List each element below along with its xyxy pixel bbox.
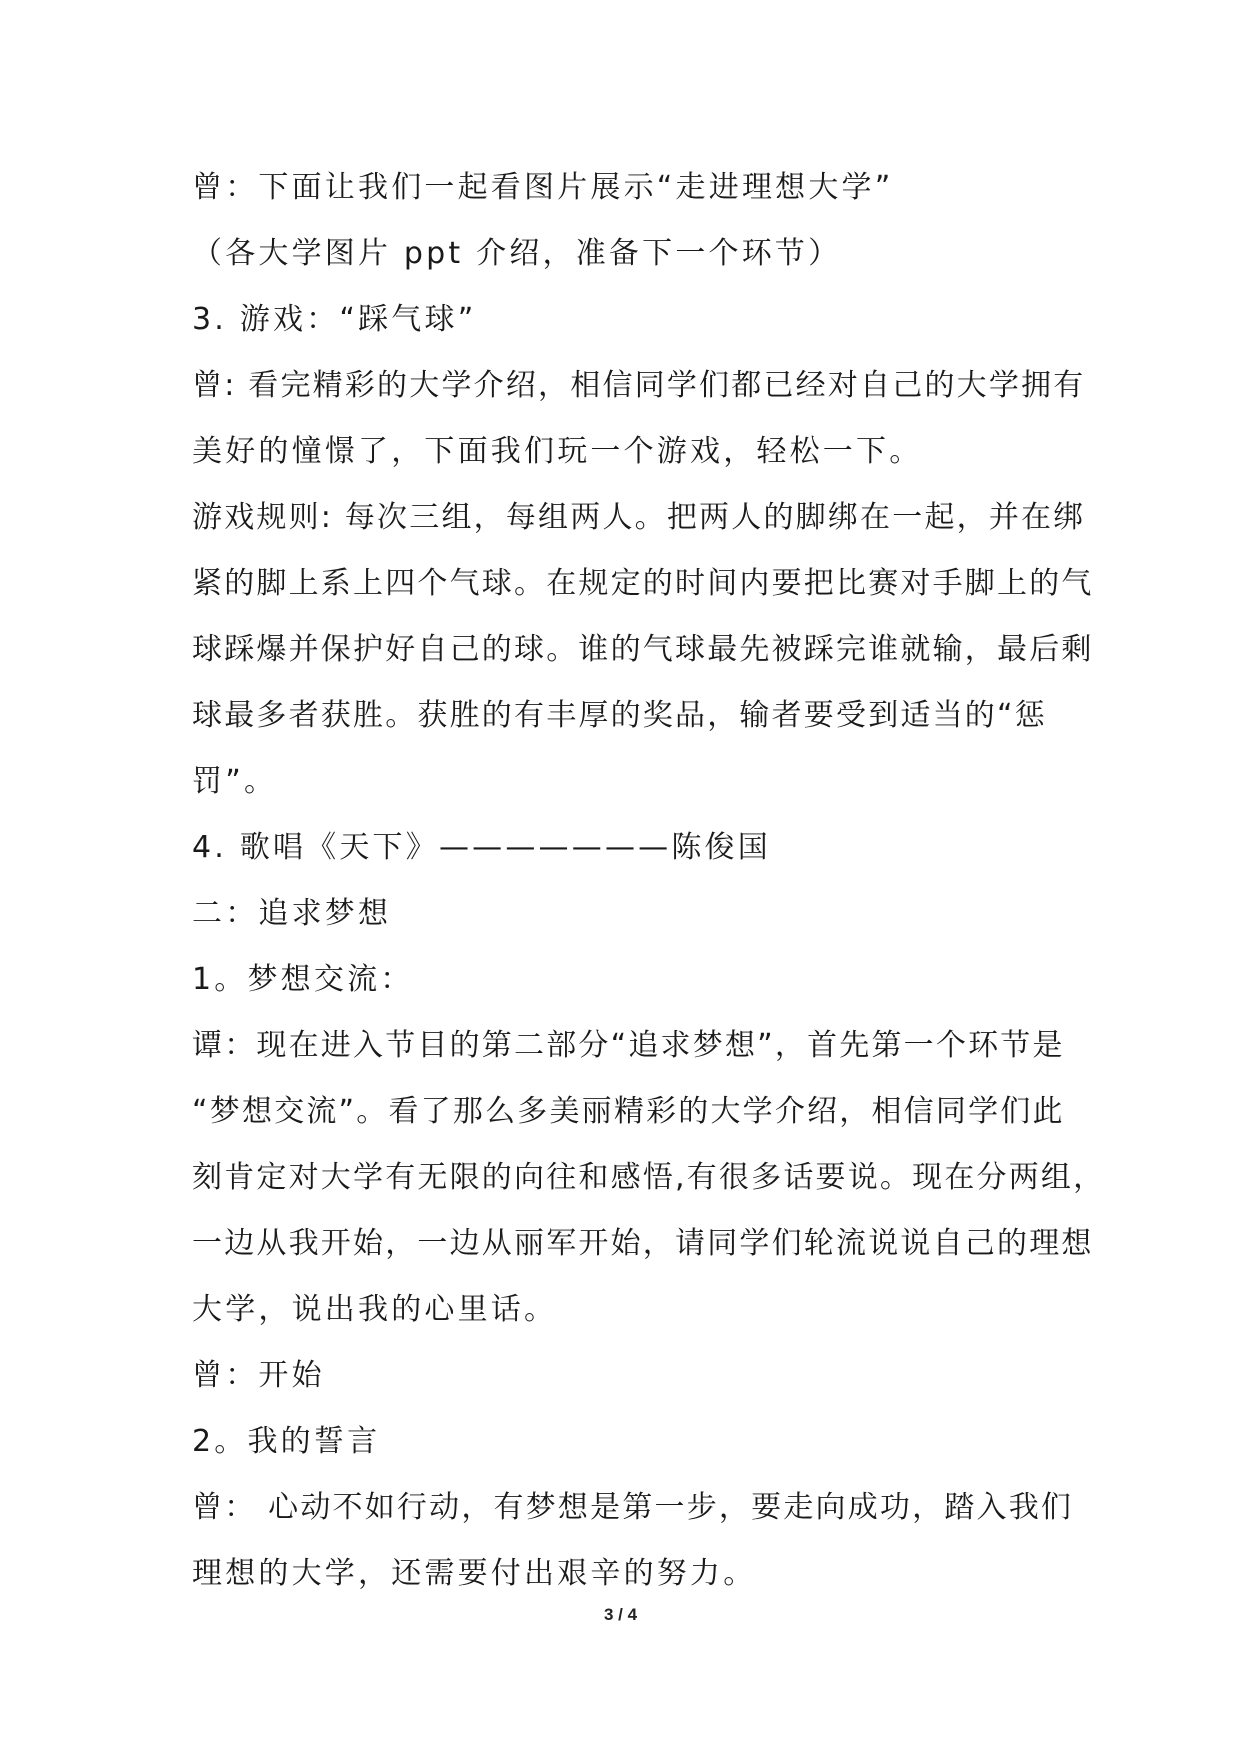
text-line: “梦想交流”。看了那么多美丽精彩的大学介绍，相信同学们此	[192, 1094, 1065, 1129]
text-line: 4. 歌唱《天下》———————陈俊国	[192, 830, 771, 865]
section-heading: 二：追求梦想	[192, 896, 392, 931]
text-line: 美好的憧憬了，下面我们玩一个游戏，轻松一下。	[192, 434, 923, 469]
text-line: 罚”。	[192, 764, 278, 799]
text-line: 理想的大学，还需要付出艰辛的努力。	[192, 1556, 757, 1591]
text-line: （各大学图片 ppt 介绍，准备下一个环节）	[192, 236, 842, 271]
text-line: 3. 游戏：“踩气球”	[192, 302, 477, 337]
text-line: 大学，说出我的心里话。	[192, 1292, 558, 1327]
text-line: 球踩爆并保护好自己的球。谁的气球最先被踩完谁就输，最后剩	[192, 632, 1094, 667]
text-line: 2。我的誓言	[192, 1424, 381, 1459]
page-number: 3 / 4	[603, 1605, 638, 1624]
text-line: 一边从我开始，一边从丽军开始，请同学们轮流说说自己的理想	[192, 1226, 1094, 1261]
text-line: 谭：现在进入节目的第二部分“追求梦想”，首先第一个环节是	[192, 1028, 1065, 1063]
text-line: 游戏规则: 每次三组，每组两人。把两人的脚绑在一起，并在绑	[192, 500, 1086, 535]
text-line: 紧的脚上系上四个气球。在规定的时间内要把比赛对手脚上的气	[192, 566, 1094, 601]
text-line: 1。梦想交流：	[192, 962, 414, 997]
text-line: 曾：开始	[192, 1358, 325, 1393]
text-line: 曾：下面让我们一起看图片展示“走进理想大学”	[192, 170, 894, 205]
text-line: 刻肯定对大学有无限的向往和感悟,有很多话要说。现在分两组，	[192, 1160, 1106, 1195]
text-line: 曾： 心动不如行动，有梦想是第一步，要走向成功，踏入我们	[192, 1490, 1074, 1525]
text-line: 曾: 看完精彩的大学介绍，相信同学们都已经对自己的大学拥有	[192, 368, 1086, 403]
document-body	[192, 155, 1106, 1607]
text-line: 球最多者获胜。获胜的有丰厚的奖品，输者要受到适当的“惩	[192, 698, 1047, 733]
